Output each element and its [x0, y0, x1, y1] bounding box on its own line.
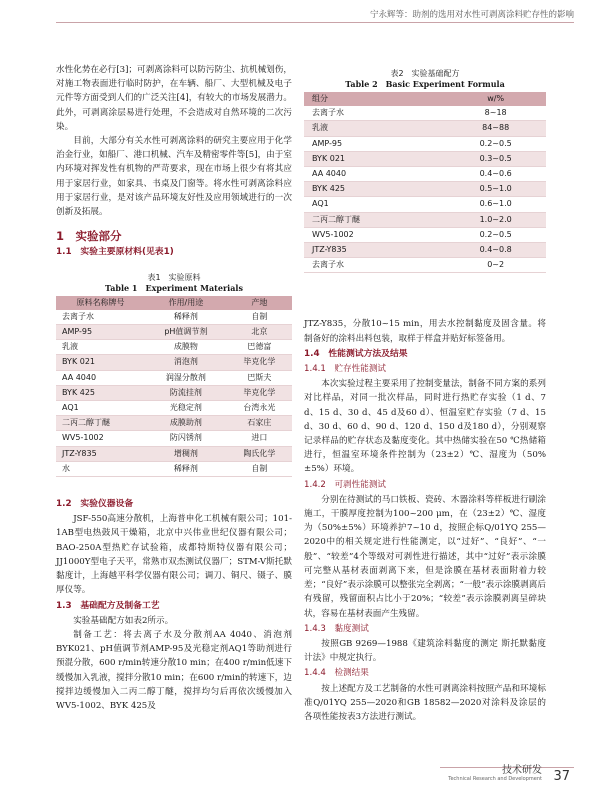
- running-head: 宁永辉等：助剂的选用对水性可剥离涂料贮存性的影响: [369, 10, 574, 20]
- page-number: 37: [553, 769, 570, 784]
- cell: 0~2: [445, 258, 546, 273]
- table-row: [304, 167, 546, 182]
- cell: 光稳定剂: [145, 401, 227, 416]
- cell: 增稠剂: [145, 446, 227, 461]
- paragraph: 本次实验过程主要采用了控制变量法，制备不同方案的系列对比样品，对同一批次样品，同时进行热贮存实验（1 d、7 d、15 d、30 d、45 d及60 d）、恒温室贮存实验（7 d、15 d、30 d、60 d、90 d、120 d、150 d及180 d），分别观察记录样品的贮存状态及黏度变化。其中热储实验在50 ℃热储箱进行，恒温室环境条件控制为（23±2）℃、湿度为（50%±5%）环境。: [304, 379, 546, 475]
- cell: AA 4040: [304, 167, 445, 182]
- cell: 毕克化学: [227, 385, 292, 400]
- subsection-heading: 1.2 实验仪器设备: [56, 499, 134, 510]
- cell: 二丙二醇丁醚: [304, 212, 445, 227]
- table2-block: [304, 68, 546, 273]
- table-row: [304, 227, 546, 242]
- cell: 8~18: [445, 106, 546, 121]
- cell: 自制: [227, 461, 292, 476]
- table-row: [56, 446, 292, 461]
- cell: 陶氏化学: [227, 446, 292, 461]
- subsubsection-heading: 1.4.1 贮存性能测试: [304, 364, 387, 375]
- cell: 巴斯夫: [227, 370, 292, 385]
- cell: 台湾永光: [227, 401, 292, 416]
- cell: 1.0~2.0: [445, 212, 546, 227]
- paragraph: 实验基础配方如表2所示。: [73, 615, 174, 626]
- cell: 稀释剂: [145, 310, 227, 325]
- table-row: [304, 151, 546, 166]
- footer-label: [448, 761, 542, 782]
- cell: AMP-95: [304, 136, 445, 151]
- table-row: [304, 136, 546, 151]
- right-text: [304, 317, 546, 724]
- table1-block: [56, 272, 292, 477]
- cell: JTZ-Y835: [304, 243, 445, 258]
- cell: 84~88: [445, 121, 546, 136]
- cell: BYK 021: [56, 355, 145, 370]
- cell: 石家庄: [227, 416, 292, 431]
- table-header: 组分: [304, 92, 445, 106]
- cell: 防闪锈剂: [145, 431, 227, 446]
- paragraph: JTZ-Y835，分散10~15 min，用去水控制黏度及固含量。将制备好的涂料出料包装，取样于样盒并贴好标签备用。: [304, 319, 546, 344]
- table-row: [56, 325, 292, 340]
- subsection-heading: 1.4 性能测试方法及结果: [304, 348, 408, 359]
- subsubsection-heading: 1.4.2 可剥性能测试: [304, 479, 387, 490]
- cell: AA 4040: [56, 370, 145, 385]
- paragraph: 水性化势在必行[3]；可剥离涂料可以防污防尘、抗机械划伤，对施工物表面进行临时防护，在车辆、船厂、大型机械及电子元件等方面受到人们的广泛关注[4]，有较大的市场发展潜力。此外，可剥离涂层易进行处理，不会造成对自然环境的二次污染。: [56, 65, 292, 132]
- table-row: [56, 355, 292, 370]
- cell: 润湿分散剂: [145, 370, 227, 385]
- cell: BYK 425: [56, 385, 145, 400]
- cell: 自制: [227, 310, 292, 325]
- table2: [304, 92, 546, 273]
- right-column: [304, 68, 546, 724]
- cell: AQ1: [56, 401, 145, 416]
- left-column: [56, 63, 292, 713]
- table-row: [56, 401, 292, 416]
- table-row: [304, 182, 546, 197]
- table-row: [304, 106, 546, 121]
- cell: 0.4~0.6: [445, 167, 546, 182]
- paragraph: 按照GB 9269—1988《建筑涂料黏度的测定 斯托默黏度计法》中规定执行。: [304, 638, 546, 664]
- table-header: w/%: [445, 92, 546, 106]
- table-row: [304, 121, 546, 136]
- subsection-heading: 1.3 基础配方及制备工艺: [56, 600, 160, 611]
- cell: 0.5~1.0: [445, 182, 546, 197]
- subsubsection-heading: 1.4.3 黏度测试: [304, 623, 369, 634]
- cell: 乳液: [304, 121, 445, 136]
- table-row: [56, 431, 292, 446]
- cell: 0.6~1.0: [445, 197, 546, 212]
- cell: BYK 021: [304, 151, 445, 166]
- paragraph: 分别在待测试的马口铁板、瓷砖、木器涂料等样板进行刷涂施工，干膜厚度控制为100~200 μm，在（23±2）℃、湿度为（50%±5%）环境养护7~10 d，按照企标Q/01YQ 255—2020中的相关规定进行性能测定，以“过好”、“良好”、“一般”、“较差”4个等级对可剥性进行描述，其中“过好”表示涂膜可完整从基材表面剥离下来，但是涂膜在基材表面附着力较差；“良好”表示涂膜可以整张完全剥离；“一般”表示涂膜剥离后有残留，残留面积占比小于20%；“较差”表示涂膜剥离呈碎块状，容易在基材表面产生残留。: [304, 494, 546, 619]
- cell: 二丙二醇丁醚: [56, 416, 145, 431]
- cell: 去离子水: [56, 310, 145, 325]
- header-rule: [56, 22, 574, 23]
- footer-label-en: Technical Research and Development: [448, 776, 542, 782]
- table-row: [56, 416, 292, 431]
- cell: 成膜助剂: [145, 416, 227, 431]
- cell: 0.4~0.8: [445, 243, 546, 258]
- table-row: [56, 461, 292, 476]
- cell: 0.2~0.5: [445, 136, 546, 151]
- cell: 进口: [227, 431, 292, 446]
- cell: BYK 425: [304, 182, 445, 197]
- table-row: [56, 310, 292, 325]
- cell: AMP-95: [56, 325, 145, 340]
- footer-label-cn: 技术研发: [502, 765, 542, 776]
- cell: 毕克化学: [227, 355, 292, 370]
- cell: 去离子水: [304, 258, 445, 273]
- table-row: [56, 340, 292, 355]
- cell: 防流挂剂: [145, 385, 227, 400]
- paragraph: JSF-550高速分散机，上海普申化工机械有限公司；101-1AB型电热鼓风干燥箱，北京中兴伟业世纪仪器有限公司；BAO-250A型热贮存试验箱，成都特斯特仪器有限公司；JJ1000Y型电子天平，常熟市双杰测试仪器厂；STM-V斯托默黏度计，上海越平科学仪器有限公司；调刀、铜尺、镊子、膜厚仪等。: [56, 514, 292, 596]
- cell: WV5-1002: [56, 431, 145, 446]
- paragraph: 目前，大部分有关水性可剥离涂料的研究主要应用于化学治金行业，如船厂、港口机械、汽车及精密零件等[5]，由于室内环境对挥发性有机物的严苛要求，现在市场上很少有将其应用于家居行业，如家具、书桌及门窗等。将水性可剥离涂料应用于家居行业，是对该产品环境友好性及应用领域进行的一次创新及拓展。: [56, 136, 292, 218]
- table2-caption-cn: 表2 实验基础配方: [390, 69, 460, 78]
- cell: 稀释剂: [145, 461, 227, 476]
- cell: 去离子水: [304, 106, 445, 121]
- cell: 0.2~0.5: [445, 227, 546, 242]
- table-row: [304, 258, 546, 273]
- cell: JTZ-Y835: [56, 446, 145, 461]
- cell: 0.3~0.5: [445, 151, 546, 166]
- cell: 消泡剂: [145, 355, 227, 370]
- table1-caption-en: Table 1 Experiment Materials: [105, 282, 243, 293]
- table-header: 原料名称牌号: [56, 296, 145, 310]
- table-header: 产地: [227, 296, 292, 310]
- subsection-heading: 1.1 实验主要原材料(见表1): [56, 247, 174, 258]
- paragraph: 按上述配方及工艺制备的水性可剥离涂料按照产品和环境标准Q/01YQ 255—2020和GB 18582—2020对涂料及涂层的各项性能按表3方法进行测试。: [304, 683, 546, 722]
- cell: 北京: [227, 325, 292, 340]
- cell: 乳液: [56, 340, 145, 355]
- cell: 水: [56, 461, 145, 476]
- table1: [56, 296, 292, 477]
- table-row: [56, 370, 292, 385]
- cell: 巴德富: [227, 340, 292, 355]
- table-header: 作用/用途: [145, 296, 227, 310]
- subsubsection-heading: 1.4.4 检测结果: [304, 668, 369, 679]
- table2-caption-en: Table 2 Basic Experiment Formula: [345, 79, 505, 89]
- table1-caption-cn: 表1 实验原料: [147, 272, 201, 282]
- cell: 成膜物: [145, 340, 227, 355]
- table-row: [56, 385, 292, 400]
- table-row: [304, 212, 546, 227]
- table-row: [304, 197, 546, 212]
- cell: pH值调节剂: [145, 325, 227, 340]
- cell: WV5-1002: [304, 227, 445, 242]
- table-row: [304, 243, 546, 258]
- paragraph: 制备工艺：将去离子水及分散剂AA 4040、消泡剂BYK021、pH值调节剂AMP-95及光稳定剂AQ1等助剂进行预混分散，600 r/min转速分散10 min；在400 r/min低速下缓慢加入乳液，搅拌分散10 min；在600 r/min的转速下，边搅拌边缓慢加入二丙二醇丁醚，搅拌均匀后再依次缓慢加入WV5-1002、BYK 425及: [56, 629, 292, 711]
- section-heading: 1 实验部分: [56, 229, 122, 244]
- cell: AQ1: [304, 197, 445, 212]
